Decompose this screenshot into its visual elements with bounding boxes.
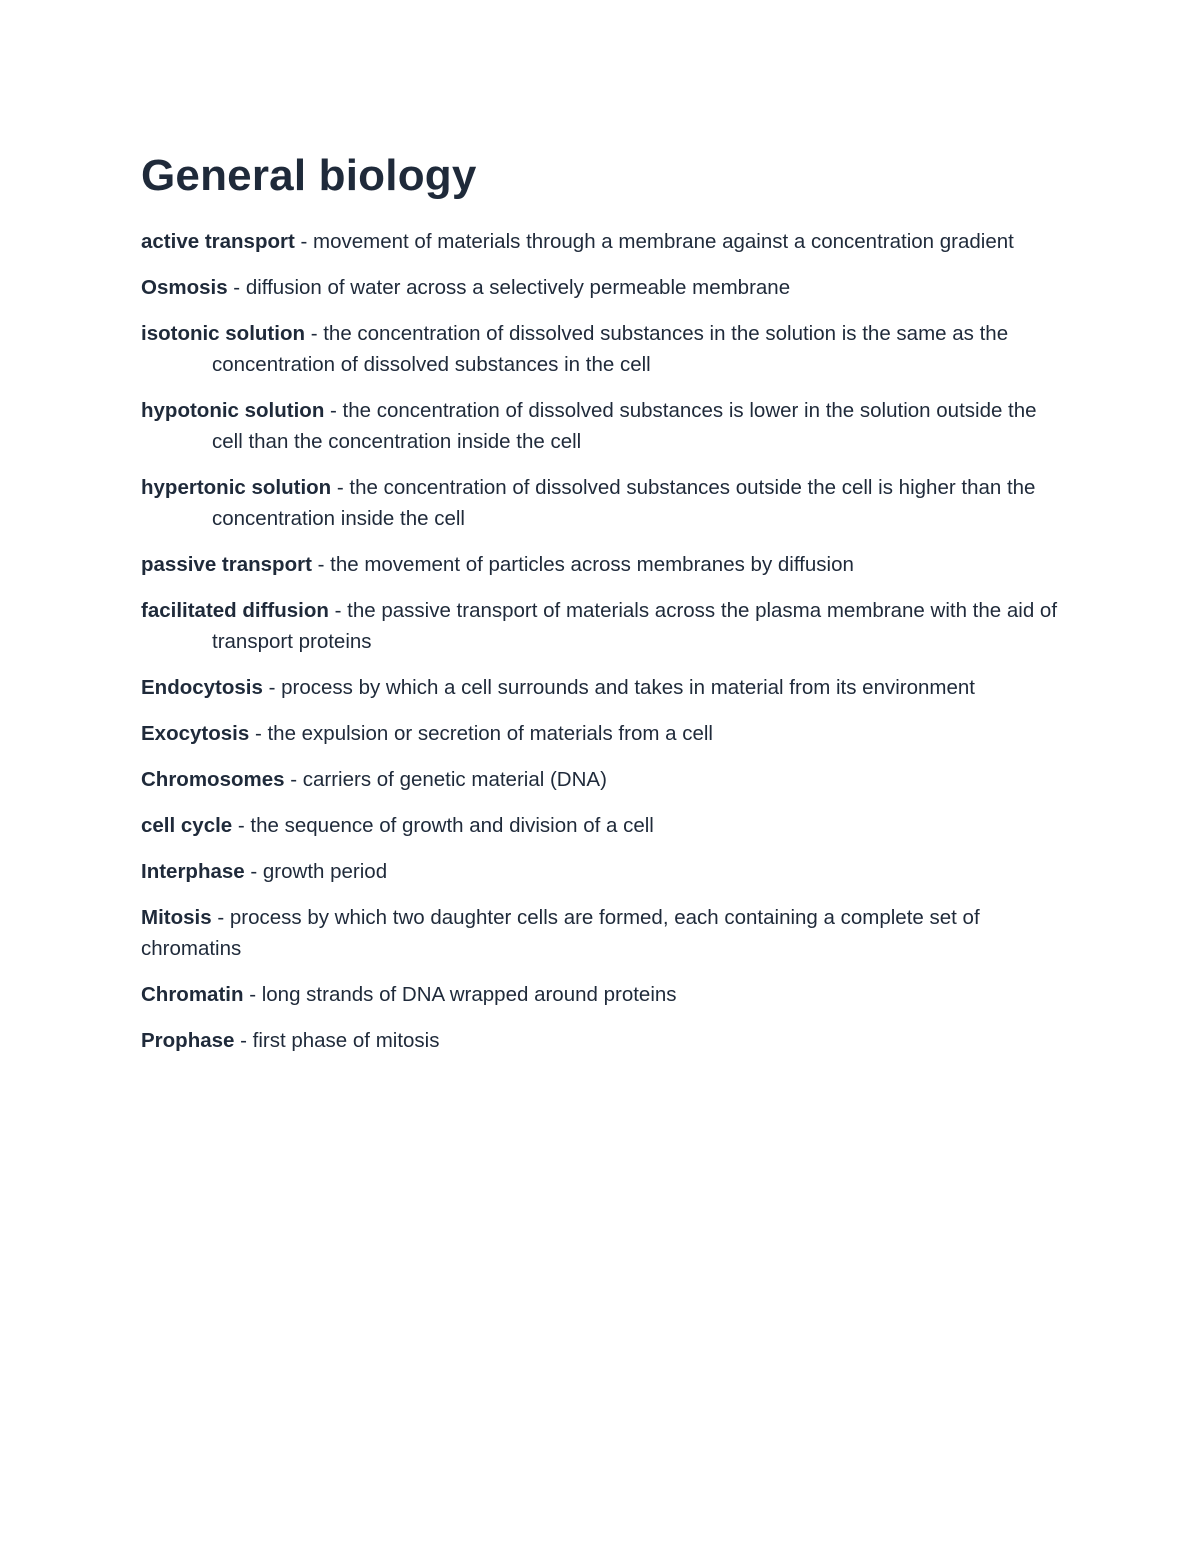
glossary-entry — [141, 549, 1061, 580]
glossary-entry — [141, 272, 1061, 303]
entry-term: Chromatin — [141, 983, 244, 1006]
glossary-entry — [141, 226, 1061, 257]
entry-term: hypotonic solution — [141, 399, 325, 422]
entry-definition: - the concentration of dissolved substances in the solution is the same as the concentration of dissolved substances in the cell — [212, 322, 1009, 376]
entry-term: Interphase — [141, 860, 245, 883]
entry-term: isotonic solution — [141, 322, 305, 345]
entry-definition: - the passive transport of materials across the plasma membrane with the aid of transport proteins — [212, 599, 1058, 653]
entry-term: active transport — [141, 230, 295, 253]
glossary-entry — [141, 595, 1061, 657]
glossary-entry — [141, 856, 1061, 887]
glossary-entry — [141, 472, 1061, 534]
entry-definition: - process by which two daughter cells are formed, each containing a complete set of chromatins — [141, 906, 980, 960]
page-title: General biology — [141, 151, 477, 200]
entry-definition: - carriers of genetic material (DNA) — [284, 768, 607, 791]
glossary-entry — [141, 718, 1061, 749]
entry-definition: - the concentration of dissolved substances is lower in the solution outside the cell than the concentration inside the cell — [212, 399, 1037, 453]
glossary-entry — [141, 395, 1061, 457]
glossary-entry — [141, 1025, 1061, 1056]
glossary-entry — [141, 764, 1061, 795]
entry-term: facilitated diffusion — [141, 599, 329, 622]
entry-definition: - the movement of particles across membranes by diffusion — [311, 553, 854, 576]
glossary-entry — [141, 810, 1061, 841]
glossary-entry — [141, 672, 1061, 703]
entry-definition: - long strands of DNA wrapped around proteins — [243, 983, 677, 1006]
entry-definition: - process by which a cell surrounds and takes in material from its environment — [262, 676, 975, 699]
entry-definition: - first phase of mitosis — [234, 1029, 440, 1052]
entry-definition: - the concentration of dissolved substances outside the cell is higher than the concentration inside the cell — [212, 476, 1036, 530]
entry-term: Mitosis — [141, 906, 212, 929]
document-page — [141, 148, 1061, 1071]
glossary-entry — [141, 318, 1061, 380]
entry-term: Chromosomes — [141, 768, 285, 791]
entry-term: Exocytosis — [141, 722, 250, 745]
entry-term: hypertonic solution — [141, 476, 332, 499]
entry-term: cell cycle — [141, 814, 233, 837]
entry-term: Osmosis — [141, 276, 228, 299]
entry-term: Prophase — [141, 1029, 235, 1052]
entry-definition: - growth period — [244, 860, 388, 883]
entry-definition: - the sequence of growth and division of a cell — [232, 814, 654, 837]
glossary-entry — [141, 979, 1061, 1010]
glossary-entry — [141, 902, 1061, 964]
entry-term: passive transport — [141, 553, 312, 576]
entry-definition: - movement of materials through a membrane against a concentration gradient — [294, 230, 1014, 253]
entry-term: Endocytosis — [141, 676, 263, 699]
entry-definition: - the expulsion or secretion of materials from a cell — [249, 722, 713, 745]
entry-definition: - diffusion of water across a selectively permeable membrane — [227, 276, 791, 299]
